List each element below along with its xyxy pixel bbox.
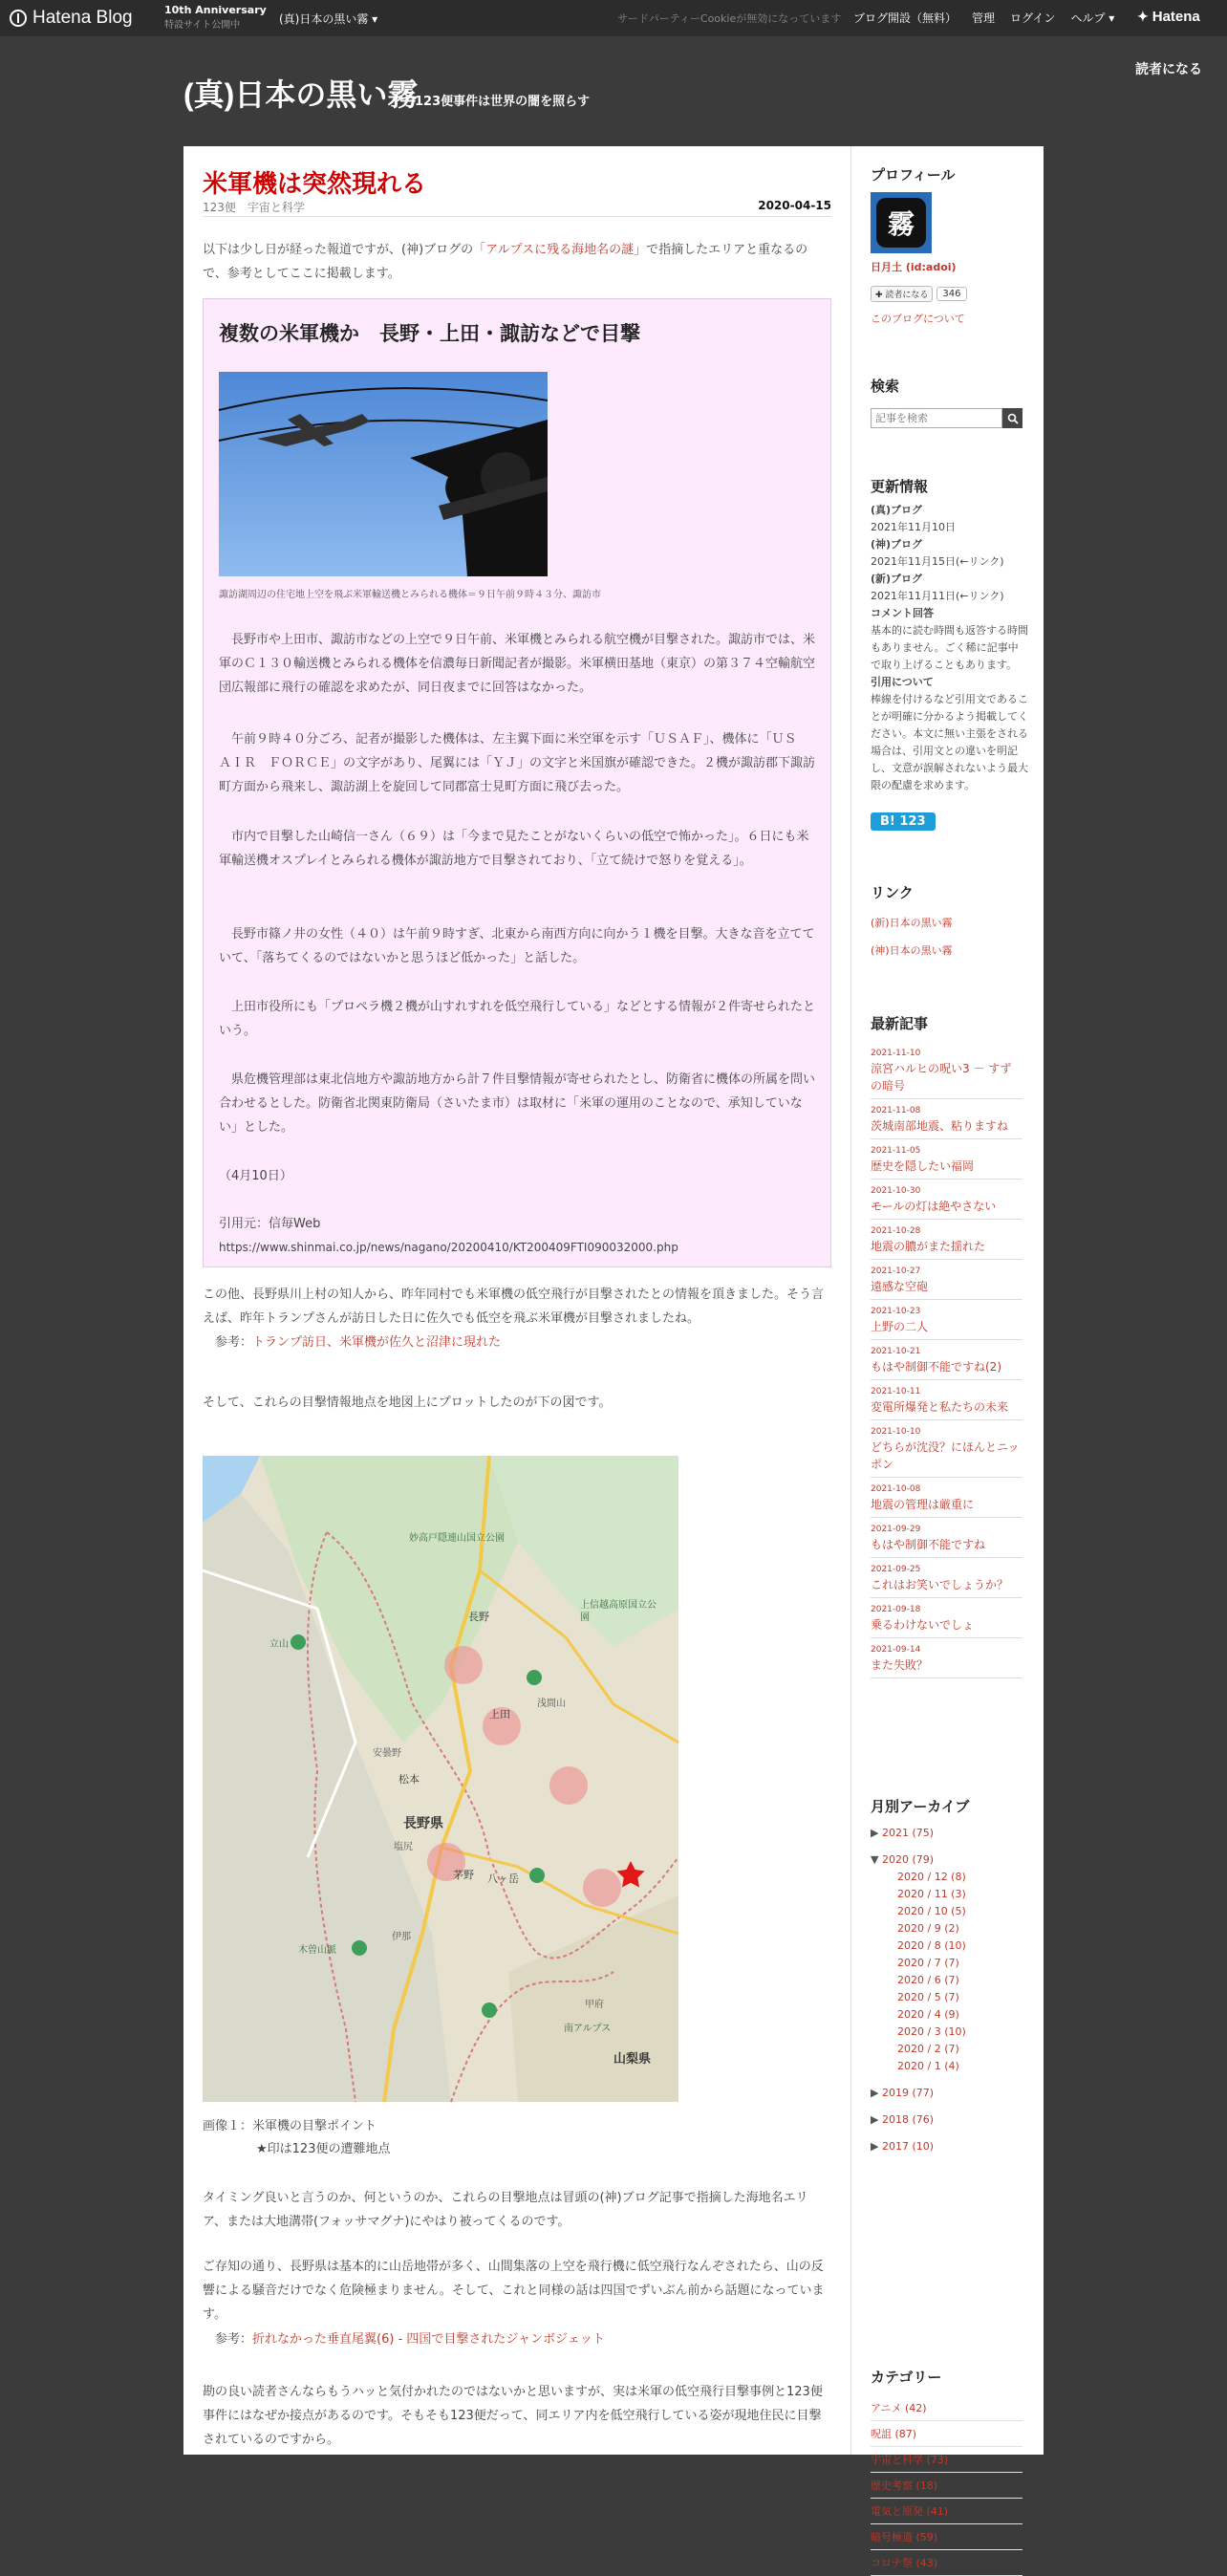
map-caption: 画像１：米軍機の目撃ポイント bbox=[203, 2119, 377, 2133]
hatena-blog-logo[interactable]: Hatena Blog bbox=[10, 8, 133, 29]
recent-entry[interactable] bbox=[871, 1139, 1022, 1180]
content-container bbox=[183, 146, 1044, 2569]
archive-month-link[interactable]: 2020 / 5 (7) bbox=[897, 1991, 959, 2003]
map-label: 浅間山 bbox=[537, 1699, 566, 1709]
map-label: 木曽山脈 bbox=[298, 1945, 336, 1956]
paragraph: ご存知の通り、長野県は基本的に山岳地帯が多く、山間集落の上空を飛行機に低空飛行なんぞされたら、山の反響による騒音だけでなく危険極まりません。そして、これと同様の話は四国でずいぶん前から話題になっています。 bbox=[203, 2260, 825, 2322]
recent-entry[interactable] bbox=[871, 1518, 1022, 1558]
collapse-icon: ▼ bbox=[871, 1853, 882, 1866]
archive-month-link[interactable]: 2020 / 8 (10) bbox=[897, 1939, 966, 1952]
subscribe-button[interactable]: 読者になる bbox=[1135, 62, 1202, 77]
links-heading: リンク bbox=[871, 884, 914, 901]
archive-month-link[interactable]: 2020 / 6 (7) bbox=[897, 1974, 959, 1986]
expand-icon: ▶ bbox=[871, 2087, 882, 2099]
paragraph: タイミング良いと言うのか、何というのか、これらの目撃地点は冒頭の(神)ブログ記事で指摘した海地名エリア、または大地溝帯(フォッサマグナ)にやはり被ってくるのです。 bbox=[203, 2191, 808, 2229]
category-link[interactable]: 呪詛 (87) bbox=[871, 2421, 1022, 2447]
recent-entry-title[interactable]: 遠感な空砲 bbox=[871, 1280, 929, 1293]
update-info: (真)ブログ 2021年11月10日 (神)ブログ 2021年11月15日(←リンク) (新)ブログ 2021年11月11日(←リンク) コメント回答 基本的に読む時間も返答する時間もありません。ごく稀に記事中で取り上げることもあります。 引用について 棒線を付けるなど引用文であることが明確に分かるよう掲載してください。本文に無い主張をされる場合は、引用文との違いを明記し、文意が誤解されないよう最大限の配慮を求めます。 bbox=[871, 504, 1028, 791]
sidebar-link-shin[interactable]: (新)日本の黒い霧 bbox=[871, 917, 953, 929]
recent-entry-title[interactable]: もはや制御不能ですね(2) bbox=[871, 1360, 1001, 1374]
archive-month-link[interactable]: 2020 / 1 (4) bbox=[897, 2060, 959, 2072]
map-label: 南アルプス bbox=[564, 2024, 612, 2034]
archive-year-2018[interactable]: ▶ 2018 (76) bbox=[871, 2113, 935, 2126]
recent-entry[interactable] bbox=[871, 1220, 1022, 1260]
blog-selector[interactable]: (真)日本の黒い霧 ▾ bbox=[279, 12, 378, 26]
quote-heading: 複数の米軍機か 長野・上田・諏訪などで目撃 bbox=[219, 322, 640, 345]
paragraph: この他、長野県川上村の知人から、昨年同村でも米軍機の低空飛行が目撃されたとの情報を頂きました。そう言えば、昨年トランプさんが訪日した日に佐久でも低空を飛ぶ米軍機が目撃されましたね。 bbox=[203, 1288, 825, 1326]
recent-entry-title[interactable]: 地震の管理は厳重に bbox=[871, 1498, 975, 1511]
recent-entry[interactable] bbox=[871, 1598, 1022, 1638]
recent-entry-title[interactable]: 茨城南部地震、粘りますね bbox=[871, 1119, 1009, 1133]
blog-description: 123便事件は世界の闇を照らす bbox=[415, 95, 591, 109]
divider bbox=[203, 216, 831, 217]
recent-entry-date: 2021-10-28 bbox=[871, 1226, 921, 1236]
search-icon bbox=[1007, 413, 1019, 424]
update-heading: 更新情報 bbox=[871, 478, 929, 495]
map-label: 立山 bbox=[269, 1639, 289, 1650]
photo-caption: 諏訪湖周辺の住宅地上空を飛ぶ米軍輸送機とみられる機体＝９日午前９時４３分、諏訪市 bbox=[219, 590, 601, 600]
recent-entry-date: 2021-09-18 bbox=[871, 1605, 921, 1614]
map-label: 安曇野 bbox=[373, 1748, 401, 1759]
global-header bbox=[0, 0, 1227, 36]
update-link[interactable]: 2021年11月11日(←リンク) bbox=[871, 590, 1004, 602]
paragraph: そして、これらの目撃情報地点を地図上にプロットしたのが下の図です。 bbox=[203, 1396, 612, 1410]
update-link[interactable]: 2021年11月15日(←リンク) bbox=[871, 555, 1004, 568]
hatena-bookmark-badge[interactable]: B! 123 bbox=[871, 812, 936, 831]
archive-list bbox=[871, 1825, 1028, 2155]
map-label: 上田 bbox=[489, 1708, 510, 1721]
recent-entry[interactable] bbox=[871, 1420, 1022, 1478]
recent-entry[interactable] bbox=[871, 1260, 1022, 1300]
recent-entry-date: 2021-10-23 bbox=[871, 1307, 921, 1316]
open-blog-link[interactable]: ブログ開設（無料） bbox=[853, 11, 958, 25]
quote-paragraph: 午前９時４０分ごろ、記者が撮影した機体は、左主翼下面に米空軍を示す「ＵＳＡＦ」、機体に「ＵＳ ＡＩＲ ＦＯＲＣＥ」の文字があり、尾翼には「ＹＪ」の文字と米国旗が確認できた。２機が諏訪郡下諏訪町方面から飛来し、諏訪湖上を旋回して同郡富士見町方面に飛び去った。 bbox=[219, 732, 816, 794]
map-label: 八ヶ岳 bbox=[487, 1872, 519, 1885]
category-link[interactable]: 暗号極道 (59) bbox=[871, 2524, 1022, 2550]
search-button[interactable] bbox=[1002, 408, 1022, 428]
hatena-logo[interactable]: ✦ Hatena bbox=[1137, 9, 1200, 25]
reference-line: 参考：トランプ訪日、米軍機が佐久と沼津に現れた bbox=[203, 1335, 502, 1350]
reference-link[interactable]: 折れなかった垂直尾翼(6) - 四国で目撃されたジャンボジェット bbox=[252, 2332, 605, 2347]
recent-entry-date: 2021-09-14 bbox=[871, 1645, 921, 1655]
quote-paragraph: 市内で目撃した山崎信一さん（６９）は「今まで見たことがないくらいの低空で怖かった」。６日にも米軍輸送機オスプレイとみられる機体が諏訪地方で目撃されており、「立て続けで怒りを覚える」。 bbox=[219, 830, 809, 868]
recent-entry-date: 2021-11-10 bbox=[871, 1049, 921, 1058]
recent-entry[interactable] bbox=[871, 1180, 1022, 1220]
quote-paragraph: 県危機管理部は東北信地方や諏訪地方から計７件目撃情報が寄せられたとし、防衛省に機体の所属を問い合わせるとした。防衛省北関東防衛局（さいたま市）は取材に「米軍の運用のことなので、承知していない」とした。 bbox=[219, 1072, 816, 1135]
category-link[interactable]: 電気と原発 (41) bbox=[871, 2499, 1022, 2524]
recent-entry[interactable] bbox=[871, 1042, 1022, 1099]
intro-paragraph: 以下は少し日が経った報道ですが、(神)ブログの「アルプスに残る海地名の謎」で指摘したエリアと重なるので、参考としてここに掲載します。 bbox=[203, 243, 808, 281]
archive-year-2017[interactable]: ▶ 2017 (10) bbox=[871, 2140, 935, 2153]
hatena-star-icon: ✦ bbox=[1137, 9, 1149, 24]
search-input[interactable] bbox=[871, 408, 1002, 428]
search-heading: 検索 bbox=[871, 378, 900, 395]
category-link[interactable]: 歴史考察 (18) bbox=[871, 2473, 1022, 2499]
archive-month-link[interactable]: 2020 / 12 (8) bbox=[897, 1871, 966, 1883]
recent-list bbox=[871, 1042, 1022, 1678]
map-label: 伊那 bbox=[392, 1932, 411, 1942]
about-link[interactable]: このブログについて bbox=[871, 313, 965, 325]
quote-paragraph: 長野市篠ノ井の女性（４０）は午前９時すぎ、北東から南西方向に向かう１機を目撃。大きな音を立てていて、「落ちてくるのではないかと思うほど低かった」と話した。 bbox=[219, 927, 815, 965]
recent-entry[interactable] bbox=[871, 1340, 1022, 1380]
archive-year-2021[interactable]: ▶ 2021 (75) bbox=[871, 1827, 935, 1839]
hatena-logo-icon bbox=[10, 10, 27, 27]
archive-month-link[interactable]: 2020 / 10 (5) bbox=[897, 1905, 966, 1917]
reader-count: 346 bbox=[936, 287, 966, 301]
recent-entry-date: 2021-10-30 bbox=[871, 1186, 921, 1196]
blog-title[interactable]: (真)日本の黒い霧 bbox=[183, 77, 419, 112]
recent-entry[interactable] bbox=[871, 1380, 1022, 1420]
expand-icon: ▶ bbox=[871, 2113, 882, 2126]
help-menu[interactable]: ヘルプ ▾ bbox=[1070, 11, 1115, 25]
archive-month-link[interactable]: 2020 / 3 (10) bbox=[897, 2025, 966, 2038]
entry-title[interactable]: 米軍機は突然現れる bbox=[203, 169, 427, 198]
category-link[interactable]: コロナ祭 (43) bbox=[871, 2550, 1022, 2576]
avatar-char: 霧 bbox=[876, 198, 926, 248]
quote-source: 引用元：信毎Web bbox=[219, 1217, 321, 1231]
expand-icon: ▶ bbox=[871, 2140, 882, 2153]
recent-entry-date: 2021-10-11 bbox=[871, 1387, 921, 1396]
recent-entry-date: 2021-11-05 bbox=[871, 1146, 921, 1156]
anniversary-banner[interactable]: 10th Anniversary 特設サイト公開中 bbox=[164, 4, 267, 31]
archive-heading: 月別アーカイブ bbox=[871, 1798, 970, 1815]
map-label: 塩尻 bbox=[394, 1842, 413, 1852]
quote-date: （4月10日） bbox=[219, 1169, 292, 1183]
recent-entry-date: 2021-10-27 bbox=[871, 1266, 921, 1276]
recent-entry-title[interactable]: 地震の膿がまた揺れた bbox=[871, 1240, 986, 1253]
map-label: 長野 bbox=[468, 1611, 489, 1623]
recent-entry[interactable] bbox=[871, 1478, 1022, 1518]
sighting-map[interactable] bbox=[203, 1456, 678, 2102]
recent-entry-date: 2021-11-08 bbox=[871, 1106, 921, 1115]
recent-entry-title[interactable]: もはや制御不能ですね bbox=[871, 1538, 986, 1551]
archive-month-link[interactable]: 2020 / 2 (7) bbox=[897, 2043, 959, 2055]
recent-entry-title[interactable]: 変電所爆発と私たちの未来 bbox=[871, 1400, 1009, 1414]
map-label: 長野県 bbox=[403, 1816, 443, 1831]
map-label: 妙高戸隠連山国立公園 bbox=[409, 1533, 505, 1544]
blockquote bbox=[203, 298, 831, 1267]
recent-entry-date: 2021-10-10 bbox=[871, 1427, 921, 1437]
quote-paragraph: 長野市や上田市、諏訪市などの上空で９日午前、米軍機とみられる航空機が目撃された。諏訪市では、米軍のＣ１３０輸送機とみられる機体を信濃毎日新聞記者が撮影。米軍横田基地（東京）の第３７４空輸航空団広報部に飛行の確認を求めたが、同日夜までに回答はなかった。 bbox=[219, 633, 816, 695]
recent-entry-date: 2021-09-29 bbox=[871, 1525, 921, 1534]
user-name-link[interactable]: 日月土 (id:adoi) bbox=[871, 261, 957, 273]
recent-entry-title[interactable]: 乗るわけないでしょ bbox=[871, 1618, 975, 1632]
archive-month-link[interactable]: 2020 / 4 (9) bbox=[897, 2008, 959, 2021]
recent-entry-title[interactable]: 涼宮ハルヒの呪い3 － すずの暗号 bbox=[871, 1062, 1012, 1093]
map-graphic bbox=[203, 1456, 678, 2102]
archive-month-link[interactable]: 2020 / 9 (2) bbox=[897, 1922, 959, 1935]
avatar[interactable] bbox=[871, 192, 932, 253]
recent-entry-title[interactable]: どちらが沈没？にほんとニッポン bbox=[871, 1440, 1020, 1471]
cookie-notice: サードパーティーCookieが無効になっています bbox=[617, 12, 842, 25]
recent-entry-title[interactable]: また失敗？ bbox=[871, 1658, 929, 1672]
recent-entry-title[interactable]: 上野の二人 bbox=[871, 1320, 929, 1333]
map-label: 甲府 bbox=[585, 2000, 604, 2010]
recent-entry-date: 2021-09-25 bbox=[871, 1565, 921, 1574]
quote-paragraph: 上田市役所にも「プロペラ機２機が山すれすれを低空飛行している」などとする情報が２件寄せられたという。 bbox=[219, 1000, 816, 1038]
intro-link[interactable]: 「アルプスに残る海地名の謎」 bbox=[473, 243, 647, 257]
archive-month-link[interactable]: 2020 / 11 (3) bbox=[897, 1888, 966, 1900]
admin-link[interactable]: 管理 bbox=[972, 11, 996, 25]
map-label: 山梨県 bbox=[614, 2052, 652, 2067]
aircraft-photo bbox=[219, 372, 548, 576]
expand-icon: ▶ bbox=[871, 1827, 882, 1839]
subscribe-widget bbox=[871, 286, 967, 302]
recent-heading: 最新記事 bbox=[871, 1015, 929, 1032]
aircraft-photo-graphic bbox=[219, 372, 548, 576]
header-links bbox=[853, 10, 1114, 26]
category-list bbox=[871, 2395, 1022, 2576]
recent-entry[interactable] bbox=[871, 1300, 1022, 1340]
entry-categories[interactable]: 123便 宇宙と科学 bbox=[203, 201, 305, 214]
source-url-link[interactable]: https://www.shinmai.co.jp/news/nagano/20200410/KT200409FTI090032000.php bbox=[219, 1241, 678, 1254]
sidebar-divider bbox=[850, 146, 851, 2455]
sidebar-link-kami[interactable]: (神)日本の黒い霧 bbox=[871, 944, 953, 957]
reference-line: 参考：折れなかった垂直尾翼(6) - 四国で目撃されたジャンボジェット bbox=[203, 2332, 605, 2347]
map-label: 茅野 bbox=[453, 1869, 474, 1881]
recent-entry-title[interactable]: 歴史を隠したい福岡 bbox=[871, 1159, 975, 1173]
recent-entry-title[interactable]: これはお笑いでしょうか？ bbox=[871, 1578, 1009, 1591]
entry-date: 2020-04-15 bbox=[758, 199, 831, 212]
category-link[interactable]: 宇宙と科学 (73) bbox=[871, 2447, 1022, 2473]
archive-year-2019[interactable]: ▶ 2019 (77) bbox=[871, 2087, 935, 2099]
recent-entry[interactable] bbox=[871, 1099, 1022, 1139]
recent-entry[interactable] bbox=[871, 1558, 1022, 1598]
map-caption: ★印は123便の遭難地点 bbox=[256, 2142, 391, 2156]
paragraph: 勘の良い読者さんならもうハッと気付かれたのではないかと思いますが、実は米軍の低空飛行目撃事例と123便事件にはなぜか接点があるのです。そもそも123便だって、同エリア内を低空飛行している姿が現地住民に目撃されているのですから。 bbox=[203, 2385, 823, 2447]
archive-month-link[interactable]: 2020 / 7 (7) bbox=[897, 1957, 959, 1969]
recent-entry-date: 2021-10-08 bbox=[871, 1484, 921, 1494]
sidebar-subscribe-button[interactable]: ✚ 読者になる bbox=[871, 286, 933, 302]
category-link[interactable]: アニメ (42) bbox=[871, 2395, 1022, 2421]
recent-entry-date: 2021-10-21 bbox=[871, 1347, 921, 1356]
recent-entry[interactable] bbox=[871, 1638, 1022, 1678]
login-link[interactable]: ログイン bbox=[1010, 11, 1056, 25]
profile-heading: プロフィール bbox=[871, 166, 956, 184]
map-label: 上信越高原国立公園 bbox=[580, 1600, 657, 1623]
archive-year-2020[interactable]: ▼ 2020 (79) bbox=[871, 1853, 935, 1866]
category-heading: カテゴリー bbox=[871, 2369, 942, 2386]
search-form bbox=[871, 408, 1022, 428]
map-label: 松本 bbox=[398, 1773, 420, 1786]
recent-entry-title[interactable]: モールの灯は絶やさない bbox=[871, 1200, 997, 1213]
reference-link[interactable]: トランプ訪日、米軍機が佐久と沼津に現れた bbox=[252, 1335, 502, 1350]
